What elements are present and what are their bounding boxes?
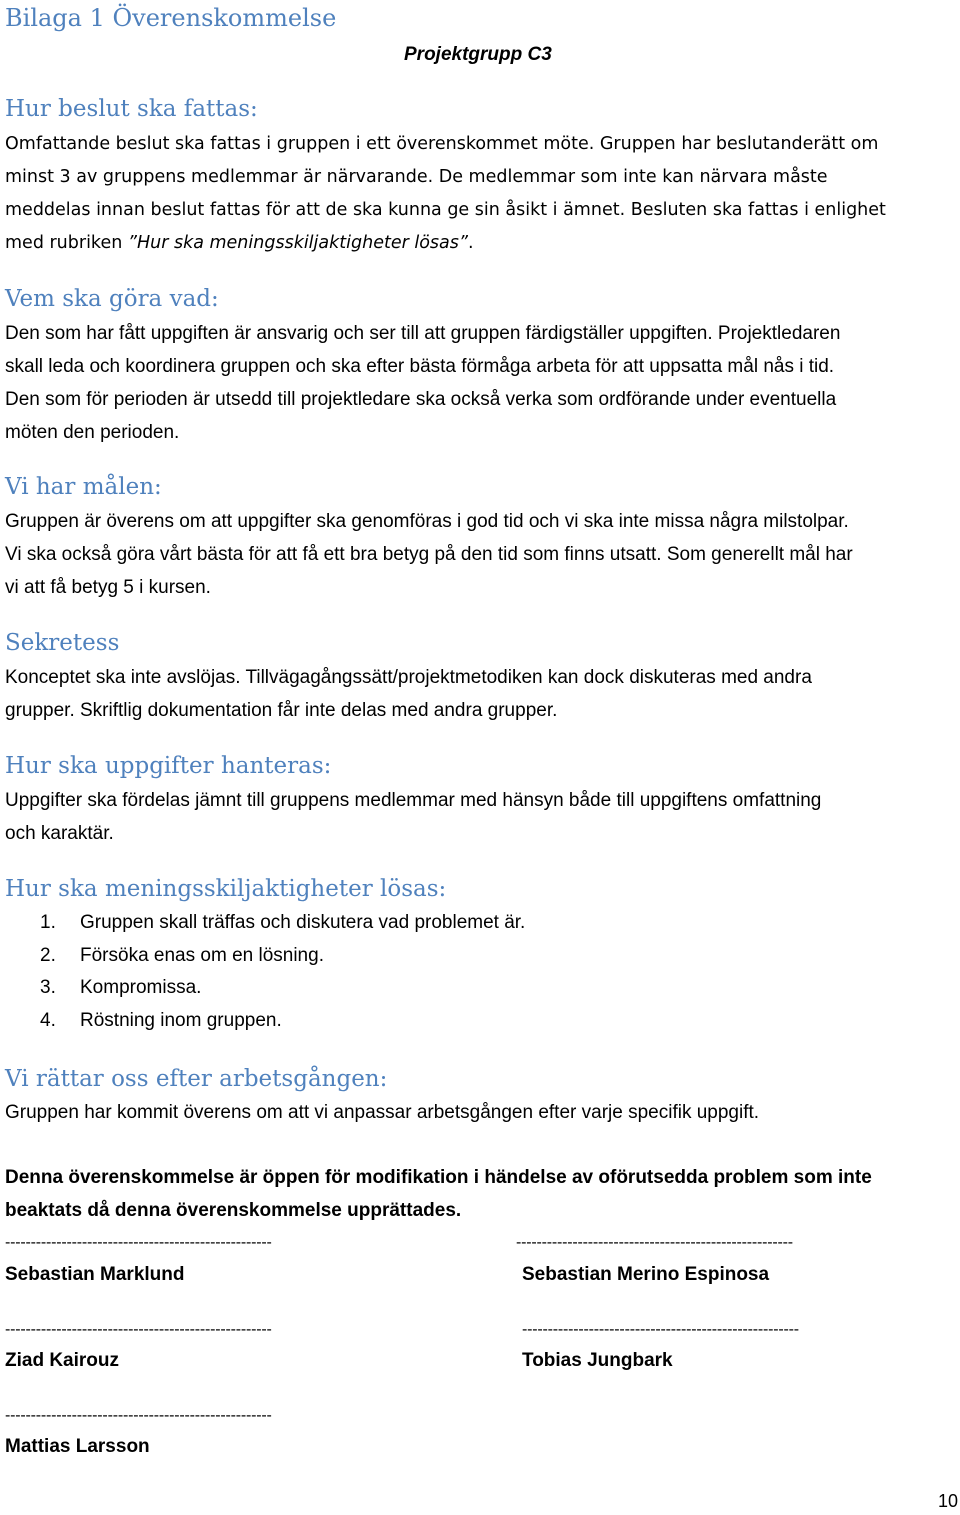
section-heading-who-does-what: Vem ska göra vad: [5,286,219,312]
list-number: 4. [40,1010,56,1032]
text-span: med rubriken [5,233,128,253]
list-item [40,940,525,973]
text-line: Vi ska också göra vårt bästa för att få ett bra betyg på den tid som finns utsatt. Som generellt mål har [5,544,853,565]
text-line [5,227,886,260]
text-line: Den som har fått uppgiften är ansvarig och ser till att gruppen färdigställer uppgiften. Projektledaren [5,323,841,344]
signature-line: ---------------------------------------------------- [5,1407,272,1424]
section-heading-tasks: Hur ska uppgifter hanteras: [5,753,332,779]
text-line: Konceptet ska inte avslöjas. Tillvägagångssätt/projektmetodiken kan dock diskuteras med andra [5,667,812,688]
signature-line: ---------------------------------------------------- [5,1234,272,1251]
list-item [40,972,525,1005]
section-heading-decisions: Hur beslut ska fattas: [5,96,258,122]
text-line: Omfattande beslut ska fattas i gruppen i ett överenskommet möte. Gruppen har beslutanderätt om [5,134,879,154]
list-text: Gruppen skall träffas och diskutera vad problemet är. [80,912,526,933]
text-line: Gruppen är överens om att uppgifter ska genomföras i god tid och vi ska inte missa några milstolpar. [5,511,849,532]
text-line: och karaktär. [5,823,114,844]
section-body-decisions [5,128,886,260]
page-title: Bilaga 1 Överenskommelse [5,4,337,32]
italic-reference: ”Hur ska meningsskiljaktigheter lösas” [127,233,468,253]
section-heading-disagreements: Hur ska meningsskiljaktigheter lösas: [5,876,447,902]
text-line: meddelas innan beslut fattas för att de ska kunna ge sin åsikt i ämnet. Besluten ska fattas i enlighet [5,200,886,220]
section-heading-goals: Vi har målen: [5,474,162,500]
signature-line: ---------------------------------------------------- [5,1321,272,1338]
list-number: 1. [40,912,56,933]
text-line: vi att få betyg 5 i kursen. [5,577,211,598]
section-body-tasks [5,784,821,850]
text-span: . [467,233,474,253]
text-line: skall leda och koordinera gruppen och ska efter bästa förmåga arbeta för att uppsatta mål nås i tid. [5,356,835,377]
section-heading-workflow: Vi rättar oss efter arbetsgången: [5,1066,388,1092]
signatory-name: Sebastian Merino Espinosa [522,1264,770,1285]
text-line: grupper. Skriftlig dokumentation får inte delas med andra grupper. [5,700,558,721]
section-heading-confidentiality: Sekretess [5,630,120,656]
list-item [40,1005,525,1038]
section-body-confidentiality [5,661,812,727]
signatory-name: Tobias Jungbark [522,1350,673,1371]
signatory-name: Ziad Kairouz [5,1350,120,1371]
list-text: Kompromissa. [80,977,202,999]
signature-line: ------------------------------------------------------ [516,1234,793,1251]
text-line: beaktats då denna överenskommelse upprättades. [5,1200,462,1221]
text-line: Uppgifter ska fördelas jämnt till gruppens medlemmar med hänsyn både till uppgiftens omfattning [5,790,822,811]
text-line: minst 3 av gruppens medlemmar är närvarande. De medlemmar som inte kan närvara måste [5,167,828,187]
signatory-name: Sebastian Marklund [5,1264,185,1285]
signatory-name: Mattias Larsson [5,1436,150,1457]
list-text: Röstning inom gruppen. [80,1010,282,1032]
section-body-workflow [5,1096,759,1129]
text-line: Den som för perioden är utsedd till projektledare ska också verka som ordförande under eventuella [5,389,837,410]
section-body-who-does-what [5,317,840,449]
signature-line: ------------------------------------------------------ [522,1321,799,1338]
list-text: Försöka enas om en lösning. [80,944,324,966]
page-number: 10 [937,1491,958,1511]
list-number: 2. [40,944,56,966]
text-line: Denna överenskommelse är öppen för modifikation i händelse av oförutsedda problem som inte [5,1167,872,1188]
list-number: 3. [40,977,56,999]
closing-statement [5,1161,872,1227]
section-body-goals [5,505,853,604]
list-item [40,907,525,940]
text-line: Gruppen har kommit överens om att vi anpassar arbetsgången efter varje specifik uppgift. [5,1102,760,1123]
text-line: möten den perioden. [5,422,180,443]
document-subtitle: Projektgrupp C3 [404,44,552,65]
disagreement-steps-list [40,907,525,1038]
